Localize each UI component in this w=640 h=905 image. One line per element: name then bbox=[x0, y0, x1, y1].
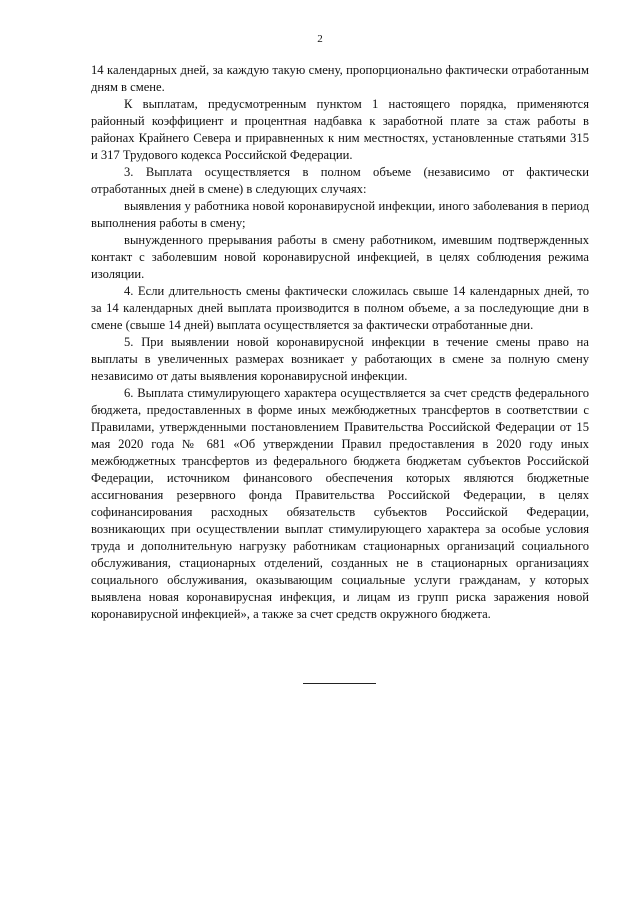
paragraph-item-3: 3. Выплата осуществляется в полном объеме (независимо от фактически отработанных дней в смене) в следующих случаях: bbox=[91, 165, 589, 196]
paragraph-case-infection: выявления у работника новой коронавирусной инфекции, иного заболевания в период выполнения работы в смену; bbox=[91, 199, 589, 230]
paragraph-continuation: 14 календарных дней, за каждую такую смену, пропорционально фактически отработанным дням в смене. bbox=[91, 63, 589, 94]
paragraph-item-5: 5. При выявлении новой коронавирусной инфекции в течение смены право на выплаты в увеличенных размерах возникает у работающих в смене за полную смену независимо от даты выявления коронавирусной инфекции. bbox=[91, 335, 589, 383]
end-divider-line bbox=[303, 683, 376, 684]
page-number: 2 bbox=[317, 33, 323, 45]
document-body bbox=[91, 62, 589, 623]
paragraph-item-6: 6. Выплата стимулирующего характера осуществляется за счет средств федерального бюджета, предоставленных в форме иных межбюджетных трансфертов в соответствии с Правилами, утвержденными постановлением Правительства Российской Федерации от 15 мая 2020 года № 681 «Об утверждении Правил предоставления в 2020 году иных межбюджетных трансфертов из федерального бюджета бюджетам субъектов Российской Федерации, источником финансового обеспечения которых являются бюджетные ассигнования резервного фонда Правительства Российской Федерации, в целях софинансирования расходных обязательств субъектов Российской Федерации, возникающих при осуществлении выплат стимулирующего характера за особые условия труда и дополнительную нагрузку работникам стационарных организаций социального обслуживания, стационарных отделений, созданных не в стационарных организациях социального обслуживания, оказывающим социальные услуги гражданам, у которых выявлена новая коронавирусная инфекция, и лицам из групп риска заражения новой коронавирусной инфекцией», а также за счет средств окружного бюджета. bbox=[91, 386, 589, 621]
paragraph-coefficients: К выплатам, предусмотренным пунктом 1 настоящего порядка, применяются районный коэффициент и процентная надбавка к заработной плате за стаж работы в районах Крайнего Севера и приравненных к ним местностях, установленные статьями 315 и 317 Трудового кодекса Российской Федерации. bbox=[91, 97, 589, 162]
paragraph-case-isolation: вынужденного прерывания работы в смену работником, имевшим подтвержденных контакт с заболевшим новой коронавирусной инфекцией, в целях соблюдения режима изоляции. bbox=[91, 233, 589, 281]
paragraph-item-4: 4. Если длительность смены фактически сложилась свыше 14 календарных дней, то за 14 календарных дней выплата производится в полном объеме, а за последующие дни в смене (свыше 14 дней) выплата осуществляется за фактически отработанные дни. bbox=[91, 284, 589, 332]
